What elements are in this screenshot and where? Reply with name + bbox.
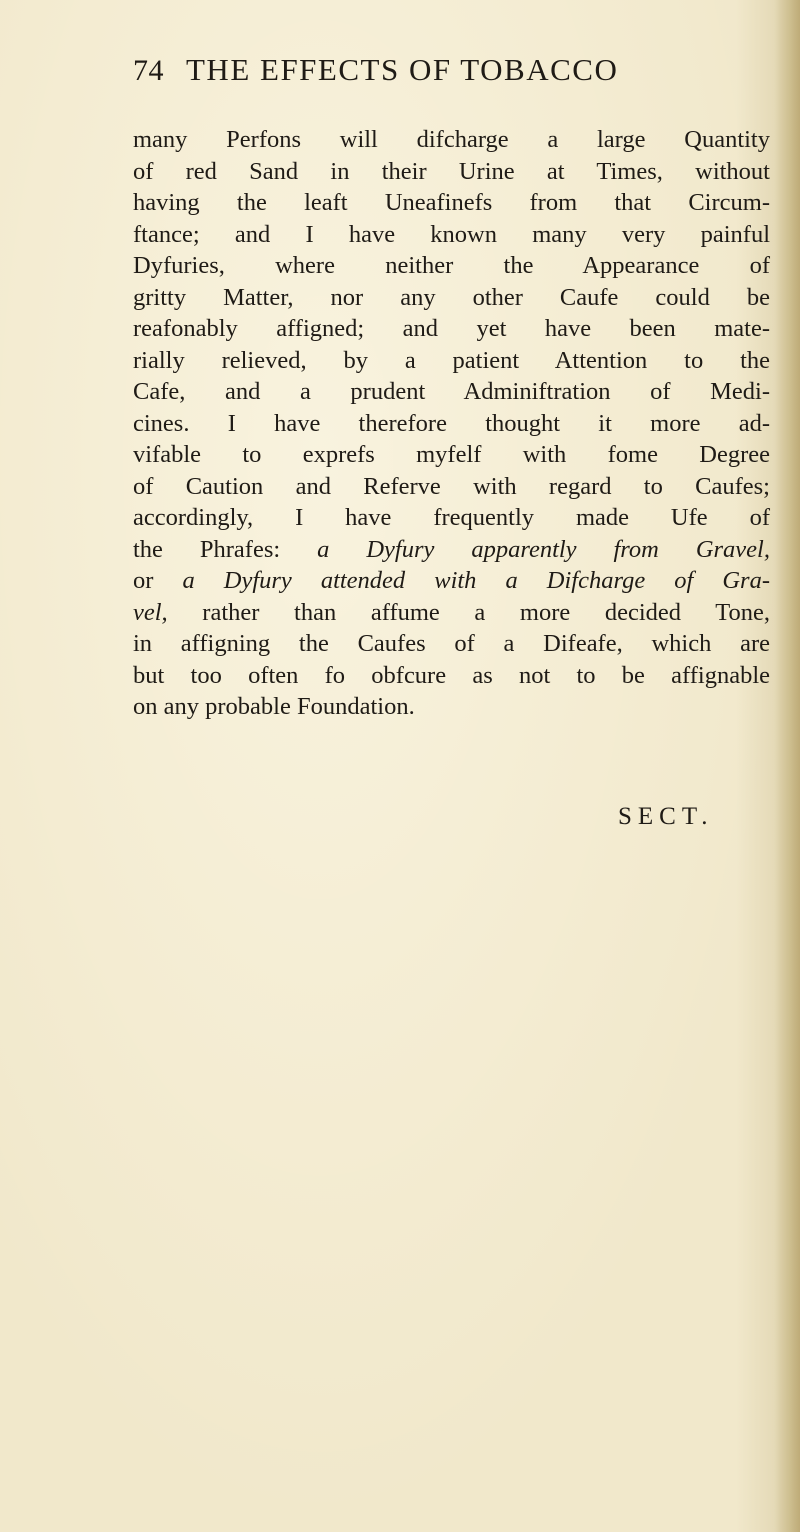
running-head <box>133 52 753 102</box>
italic-phrase: a Dyfury attended with a Difcharge of Gra- <box>182 567 770 594</box>
text-line: having the leaft Uneafinefs from that Circum- <box>133 189 770 216</box>
body-paragraph <box>133 124 770 723</box>
text-line: cines. I have therefore thought it more ad- <box>133 409 770 437</box>
text-line: of red Sand in their Urine at Times, without <box>133 157 770 185</box>
text-line: accordingly, I have frequently made Ufe of <box>133 504 770 531</box>
italic-phrase: vel, <box>133 598 168 626</box>
italic-phrase: a Dyfury apparently from Gravel, <box>317 535 770 563</box>
text-line: in affigning the Caufes of a Difeafe, which are <box>133 630 770 657</box>
catchword: SECT. <box>618 803 714 830</box>
text-line: the Phrafes: a Dyfury apparently from Gravel, <box>133 535 770 563</box>
text-line: gritty Matter, nor any other Caufe could be <box>133 283 770 311</box>
page-number: 74 <box>133 54 164 87</box>
text-line: vifable to exprefs myfelf with fome Degree <box>133 441 770 468</box>
text-line: but too often fo obfcure as not to be affignable <box>133 661 770 689</box>
text-line: Dyfuries, where neither the Appearance of <box>133 252 770 279</box>
text-line: Cafe, and a prudent Adminiftration of Medi- <box>133 378 770 405</box>
text-line: ftance; and I have known many very painful <box>133 220 770 248</box>
page-edge-shadow <box>774 0 800 1532</box>
text-line: rially relieved, by a patient Attention to the <box>133 346 770 374</box>
text-line: on any probable Foundation. <box>133 693 415 720</box>
text-line: many Perfons will difcharge a large Quantity <box>133 126 770 153</box>
text-line: reafonably affigned; and yet have been mate- <box>133 315 770 342</box>
text-line: vel, rather than affume a more decided Tone, <box>133 598 770 626</box>
text-line: or a Dyfury attended with a Difcharge of Gra- <box>133 567 770 594</box>
running-title: THE EFFECTS OF TOBACCO <box>186 52 619 87</box>
text-line: of Caution and Referve with regard to Caufes; <box>133 472 770 500</box>
